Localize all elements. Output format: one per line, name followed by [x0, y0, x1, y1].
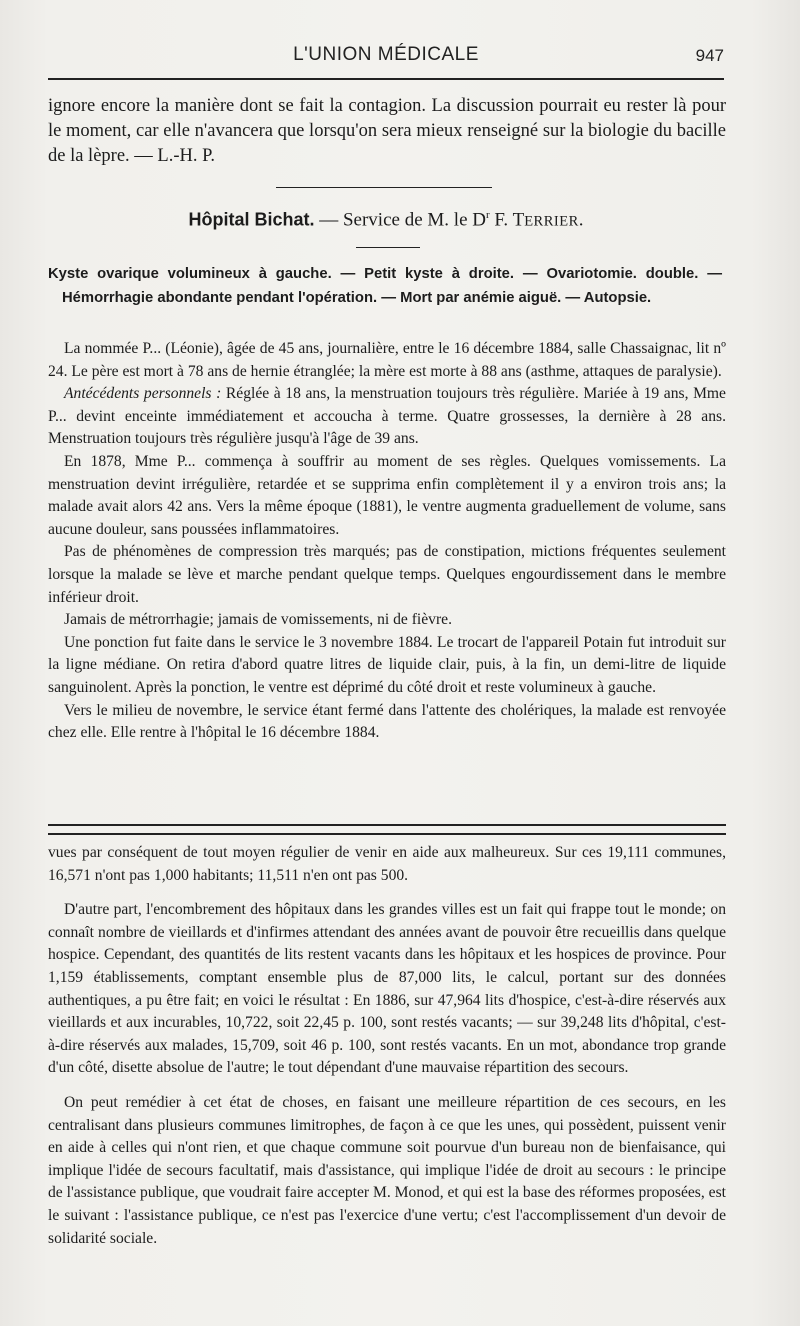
service-name: ERRIER	[524, 213, 579, 230]
journal-title: L'UNION MÉDICALE	[293, 44, 479, 65]
case-title-text: Kyste ovarique volumineux à gauche. — Petit kyste à droite. — Ovariotomie. double. — Hémorrhagie abondante pendant l'opération. — Mort par anémie aiguë. — Autopsie.	[48, 266, 722, 306]
page-number: 947	[695, 46, 724, 65]
case-paragraph: Une ponction fut faite dans le service le 3 novembre 1884. Le trocart de l'appareil Potain fut introduit sur la ligne médiane. On retira d'abord quatre litres de liquide clair, puis, à la fin, un demi-litre de liquide sanguinolent. Après la ponction, le ventre est déprimé du côté droit et reste volumineux à gauche.	[48, 633, 726, 696]
case-paragraph: Jamais de métrorrhagie; jamais de vomissements, ni de fièvre.	[64, 611, 452, 629]
service-end: .	[578, 209, 584, 231]
antecedents-text: Réglée à 18 ans, la menstruation toujours très régulière. Mariée à 19 ans, Mme P... devint enceinte immédiatement et accoucha à terme. Quatre grossesses, la dernière à 28 ans. Menstruation toujours très régulière jusqu'à l'âge de 39 ans.	[48, 385, 726, 448]
heading-underline	[356, 247, 420, 248]
case-title	[48, 262, 722, 310]
antecedents-label: Antécédents personnels :	[64, 385, 222, 403]
case-paragraph: La nommée P... (Léonie), âgée de 45 ans, journalière, entre le 16 décembre 1884, salle Chassaignac, lit nº 24. Le père est mort à 78 ans de hernie étranglée; la mère est morte à 88 ans (asthme, attaques de paralysie).	[48, 340, 726, 380]
section-heading	[48, 209, 724, 231]
case-paragraph: En 1878, Mme P... commença à souffrir au moment de ses règles. Quelques vomissements. La menstruation devint irrégulière, retardée et se supprima enfin complètement il y a environ trois ans; la malade avait alors 42 ans. Vers la même époque (1881), le ventre augmenta graduellement de volume, sans aucune douleur, sans poussées inflammatoires.	[48, 452, 726, 538]
intro-paragraph: ignore encore la manière dont se fait la contagion. La discussion pourrait eu rester là pour le moment, car elle n'avancera que lorsqu'on sera mieux renseigné sur la biologie du bacille de la lèpre. — L.-H. P.	[48, 96, 726, 166]
feuilleton-paragraph: vues par conséquent de tout moyen régulier de venir en aide aux malheureux. Sur ces 19,111 communes, 16,571 n'ont pas 1,000 habitants; 11,511 n'en ont pas 500.	[48, 844, 726, 884]
service-sup: r	[485, 209, 490, 221]
case-report	[48, 338, 726, 745]
case-paragraph: Pas de phénomènes de compression très marqués; pas de constipation, mictions fréquentes seulement lorsque la malade se lève et marche pendant quelque temps. Quelques engourdissement dans le membre inférieur droit.	[48, 543, 726, 606]
service-initial: F. T	[489, 209, 525, 231]
service-prefix: — Service de M. le D	[314, 209, 486, 231]
case-paragraph: Vers le milieu de novembre, le service étant fermé dans l'attente des cholériques, la malade est renvoyée chez elle. Elle rentre à l'hôpital le 16 décembre 1884.	[48, 701, 726, 742]
case-paragraph	[48, 383, 726, 451]
header-rule	[48, 78, 724, 80]
running-header	[48, 44, 724, 72]
feuilleton-paragraph: On peut remédier à cet état de choses, en faisant une meilleure répartition de ces secours, en les centralisant dans plusieurs communes limitrophes, de façon à ce que les unes, qui possèdent, puissent venir en aide à celles qui n'ont rien, et que chaque commune soit pourvue d'un bureau non de bienfaisance, qui implique l'idée de secours facultatif, mais d'assistance, qui implique l'idée de droit au secours : le principe de l'assistance publique, que voudrait faire accepter M. Monod, et qui est la base des réformes proposées, est le suivant : l'assistance publique, ce n'est pas l'exercice d'une vertu; c'est l'accomplissement d'un devoir de solidarité sociale.	[48, 1093, 726, 1247]
feuilleton-paragraph: D'autre part, l'encombrement des hôpitaux dans les grandes villes est un fait qui frappe tout le monde; on connaît nombre de vieillards et d'infirmes attendant des années avant de pouvoir être recueillis dans quelque hospice. Cependant, des quantités de lits restent vacants dans les hôpitaux et les hospices de province. Pour 1,159 établissements, comptant ensemble plus de 87,000 lits, le calcul, portant sur des données authentiques, a pu être fait; en voici le résultat : En 1886, sur 47,964 lits d'hospice, c'est-à-dire réservés aux vieillards et aux incurables, 10,722, soit 22,45 p. 100, sont restés vacants; — sur 39,248 lits d'hôpital, c'est-à-dire réservés aux malades, 15,709, soit 46 p. 100, sont restés vacants. En un mot, abondance trop grande d'un côté, disette absolue de l'autre; le tout dépendant d'une mauvaise répartition des secours.	[48, 901, 726, 1077]
feuilleton-text	[48, 842, 726, 1250]
feuilleton-separator	[48, 824, 726, 835]
section-rule	[276, 187, 492, 188]
hospital-name: Hôpital Bichat.	[188, 209, 315, 230]
